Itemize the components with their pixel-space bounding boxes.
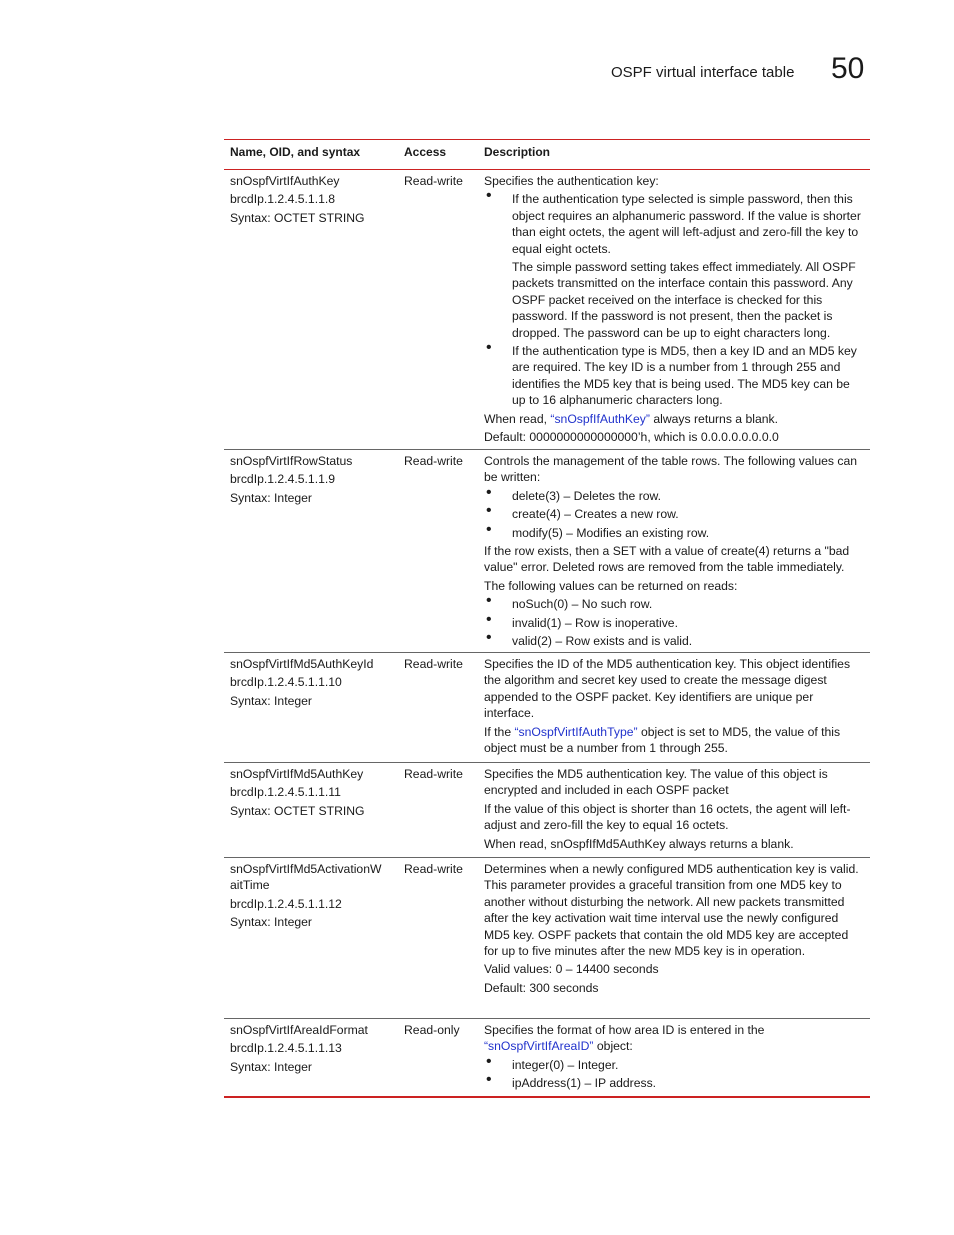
- section-title: OSPF virtual interface table: [611, 64, 795, 81]
- cell-access: Read-write: [404, 174, 463, 188]
- cell-description: [484, 1019, 864, 1094]
- object-name: snOspfVirtIfRowStatus: [230, 454, 353, 468]
- object-name: snOspfVirtIfAreaIdFormat: [230, 1023, 368, 1037]
- cell-name-oid-syntax: [230, 170, 398, 228]
- object-oid: brcdIp.1.2.4.5.1.1.13: [230, 1041, 342, 1056]
- description-paragraph: Default: 300 seconds: [484, 980, 599, 995]
- object-oid: brcdIp.1.2.4.5.1.1.10: [230, 675, 342, 690]
- object-syntax: Syntax: OCTET STRING: [230, 210, 365, 225]
- bullet-item: • If the authentication type is MD5, then a key ID and an MD5 key are required. The key ID is a number from 1 through 255 and identifies the MD5 key that is being used. The MD5 key can be up to 16 alphanumeric characters long.: [484, 343, 864, 409]
- description-paragraph: Controls the management of the table rows. The following values can be written:: [484, 454, 858, 485]
- text: Specifies the format of how area ID is entered in the: [484, 1023, 765, 1037]
- cross-reference-link[interactable]: “snOspfVirtIfAuthType”: [514, 724, 638, 739]
- cell-access: Read-write: [404, 657, 463, 671]
- cell-description: [484, 763, 864, 854]
- table-header-row: [224, 140, 870, 169]
- cell-access: Read-only: [404, 1023, 460, 1037]
- table-row: [224, 170, 870, 449]
- table-body: [224, 170, 870, 1096]
- column-header-description: Description: [484, 145, 551, 159]
- text: If the: [484, 724, 515, 739]
- description-paragraph: The following values can be returned on reads:: [484, 578, 738, 593]
- description-paragraph: Specifies the MD5 authentication key. The value of this object is encrypted and included in each OSPF packet: [484, 767, 828, 798]
- cell-access: Read-write: [404, 862, 463, 876]
- bullet-item: • invalid(1) – Row is inoperative.: [484, 615, 864, 631]
- text: object is set to MD5, the value of this object must be a number from 1 through 255.: [484, 724, 841, 756]
- table-bottom-rule: [224, 1096, 870, 1098]
- table-row: [224, 763, 870, 857]
- cell-name-oid-syntax: [230, 858, 398, 933]
- bullet-item: • valid(2) – Row exists and is valid.: [484, 633, 864, 649]
- cell-name-oid-syntax: [230, 763, 398, 821]
- cross-reference-link[interactable]: “snOspfIfAuthKey”: [550, 411, 650, 426]
- text: object:: [593, 1039, 633, 1054]
- text: When read,: [484, 411, 551, 426]
- bullet-item: • delete(3) – Deletes the row.: [484, 488, 864, 504]
- object-syntax: Syntax: Integer: [230, 490, 312, 505]
- column-header-access: Access: [404, 145, 447, 159]
- cell-description: [484, 170, 864, 448]
- description-paragraph: Valid values: 0 – 14400 seconds: [484, 962, 659, 977]
- cell-name-oid-syntax: [230, 1019, 398, 1077]
- object-oid: brcdIp.1.2.4.5.1.1.9: [230, 472, 336, 487]
- bullet-item: • create(4) – Creates a new row.: [484, 506, 864, 522]
- description-paragraph: When read, snOspfIfMd5AuthKey always returns a blank.: [484, 836, 794, 851]
- object-oid: brcdIp.1.2.4.5.1.1.12: [230, 896, 342, 911]
- description-paragraph: [484, 411, 864, 427]
- object-syntax: Syntax: Integer: [230, 1059, 312, 1074]
- bullet-item: • ipAddress(1) – IP address.: [484, 1075, 864, 1091]
- description-paragraph: [484, 1022, 864, 1055]
- object-name: snOspfVirtIfMd5ActivationW aitTime: [230, 862, 382, 893]
- table-row: [224, 1019, 870, 1096]
- cell-access: Read-write: [404, 454, 463, 468]
- description-paragraph: Default: 0000000000000000’h, which is 0.0.0.0.0.0.0.0: [484, 430, 779, 445]
- bullet-item: • If the authentication type selected is simple password, then this object requires an alphanumeric password. If the value is shorter than eight octets, the agent will left-adjust and zero-fill the key to equal eight octets.: [484, 191, 864, 257]
- cell-description: [484, 653, 864, 758]
- description-paragraph: [484, 724, 864, 757]
- mib-table: [224, 139, 870, 1098]
- bullet-item: • modify(5) – Modifies an existing row.: [484, 525, 864, 541]
- text: always returns a blank.: [649, 411, 778, 426]
- object-oid: brcdIp.1.2.4.5.1.1.11: [230, 785, 341, 800]
- object-oid: brcdIp.1.2.4.5.1.1.8: [230, 192, 336, 207]
- description-paragraph: Determines when a newly configured MD5 authentication key is valid. This parameter provides a graceful transition from one MD5 key to another without disturbing the network. All new packets transmitted after the key activation wait time interval use the newly configured MD5 key. OSPF packets that contain the old MD5 key are accepted for up to five minutes after the new MD5 key is in operation.: [484, 862, 859, 959]
- cell-name-oid-syntax: [230, 653, 398, 711]
- cell-description: [484, 450, 864, 651]
- table-row: [224, 653, 870, 762]
- object-syntax: Syntax: Integer: [230, 915, 312, 930]
- object-syntax: Syntax: Integer: [230, 693, 312, 708]
- table-row: [224, 450, 870, 652]
- object-name: snOspfVirtIfMd5AuthKeyId: [230, 657, 374, 671]
- description-paragraph: The simple password setting takes effect immediately. All OSPF packets transmitted on the interface contain this password. Any OSPF packet received on the interface is checked for this password. If the password is not present, then the packet is dropped. The password can be up to eight characters long.: [512, 260, 856, 340]
- cell-access: Read-write: [404, 767, 463, 781]
- bullet-item: • integer(0) – Integer.: [484, 1057, 864, 1073]
- chapter-number: 50: [831, 52, 865, 85]
- bullet-item: • noSuch(0) – No such row.: [484, 596, 864, 612]
- description-paragraph: Specifies the ID of the MD5 authentication key. This object identifies the algorithm and secret key used to create the message digest appended to the OSPF packet. Key identifiers are unique per interface.: [484, 657, 851, 721]
- description-paragraph: If the value of this object is shorter than 16 octets, the agent will left-adjust and zero-fill the key to equal 16 octets.: [484, 801, 851, 833]
- object-name: snOspfVirtIfAuthKey: [230, 174, 340, 188]
- description-paragraph: If the row exists, then a SET with a value of create(4) returns a "bad value" error. Deleted rows are removed from the table immediately.: [484, 544, 850, 575]
- cell-description: [484, 858, 864, 998]
- cross-reference-link[interactable]: “snOspfVirtIfAreaID”: [484, 1039, 594, 1054]
- column-header-name: Name, OID, and syntax: [230, 145, 361, 159]
- description-paragraph: Specifies the authentication key:: [484, 174, 659, 188]
- object-name: snOspfVirtIfMd5AuthKey: [230, 767, 364, 781]
- cell-name-oid-syntax: [230, 450, 398, 508]
- object-syntax: Syntax: OCTET STRING: [230, 803, 365, 818]
- table-row: [224, 858, 870, 1018]
